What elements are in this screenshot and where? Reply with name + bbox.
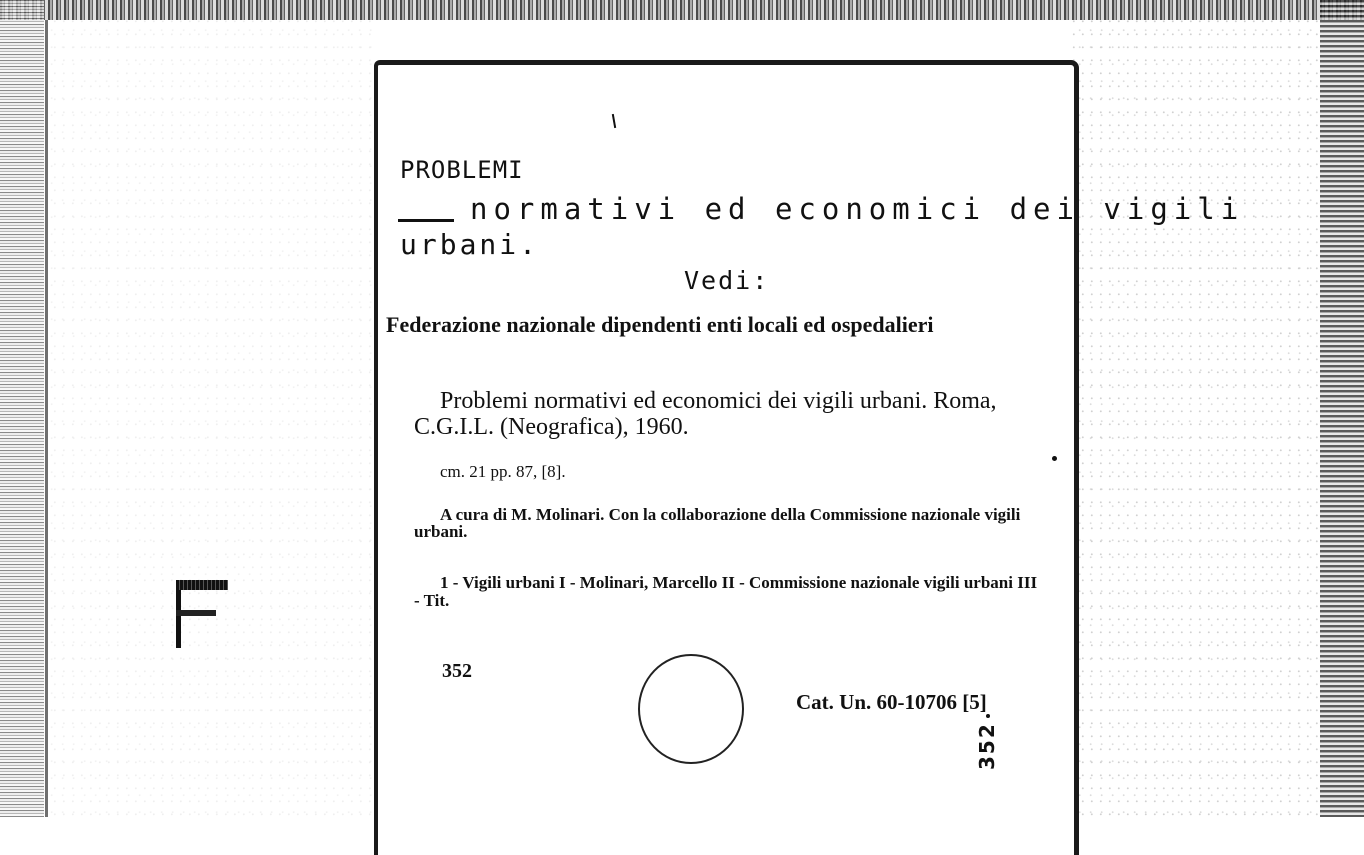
card-heading-line1: PROBLEMI <box>400 156 524 184</box>
see-reference-label: Vedi: <box>684 266 770 295</box>
card-heading-line3: urbani. <box>400 228 540 261</box>
punch-hole <box>638 654 744 764</box>
scan-edge-right <box>1320 0 1364 817</box>
card-author: Federazione nazionale dipendenti enti locali ed ospedalieri <box>386 312 934 337</box>
catalog-number: Cat. Un. 60-10706 [5] <box>796 690 987 714</box>
ink-dot <box>1052 456 1057 461</box>
card-tracings: 1 - Vigili urbani I - Molinari, Marcello II - Commissione nazionale vigili urbani III - Tit. <box>414 573 1038 610</box>
class-number: 352 <box>442 660 472 682</box>
card-title: Problemi normativi ed economici dei vigili urbani. Roma, C.G.I.L. (Neografica), 1960. <box>414 388 997 440</box>
vertical-class-number: 352 <box>975 722 999 770</box>
card-note: A cura di M. Molinari. Con la collaborazione della Commissione nazionale vigili urbani. <box>414 505 1021 541</box>
card-collation: cm. 21 pp. 87, [8]. <box>440 462 566 481</box>
card-heading-line2: normativi ed economici dei vigili <box>470 192 1245 226</box>
scan-noise-left <box>44 20 374 817</box>
scan-edge-top <box>0 0 1364 20</box>
scan-edge-left <box>0 0 44 817</box>
ink-dot <box>986 714 990 718</box>
margin-bracket-mark <box>176 580 228 648</box>
scan-noise-right <box>1072 20 1320 817</box>
heading-dash <box>398 219 454 222</box>
